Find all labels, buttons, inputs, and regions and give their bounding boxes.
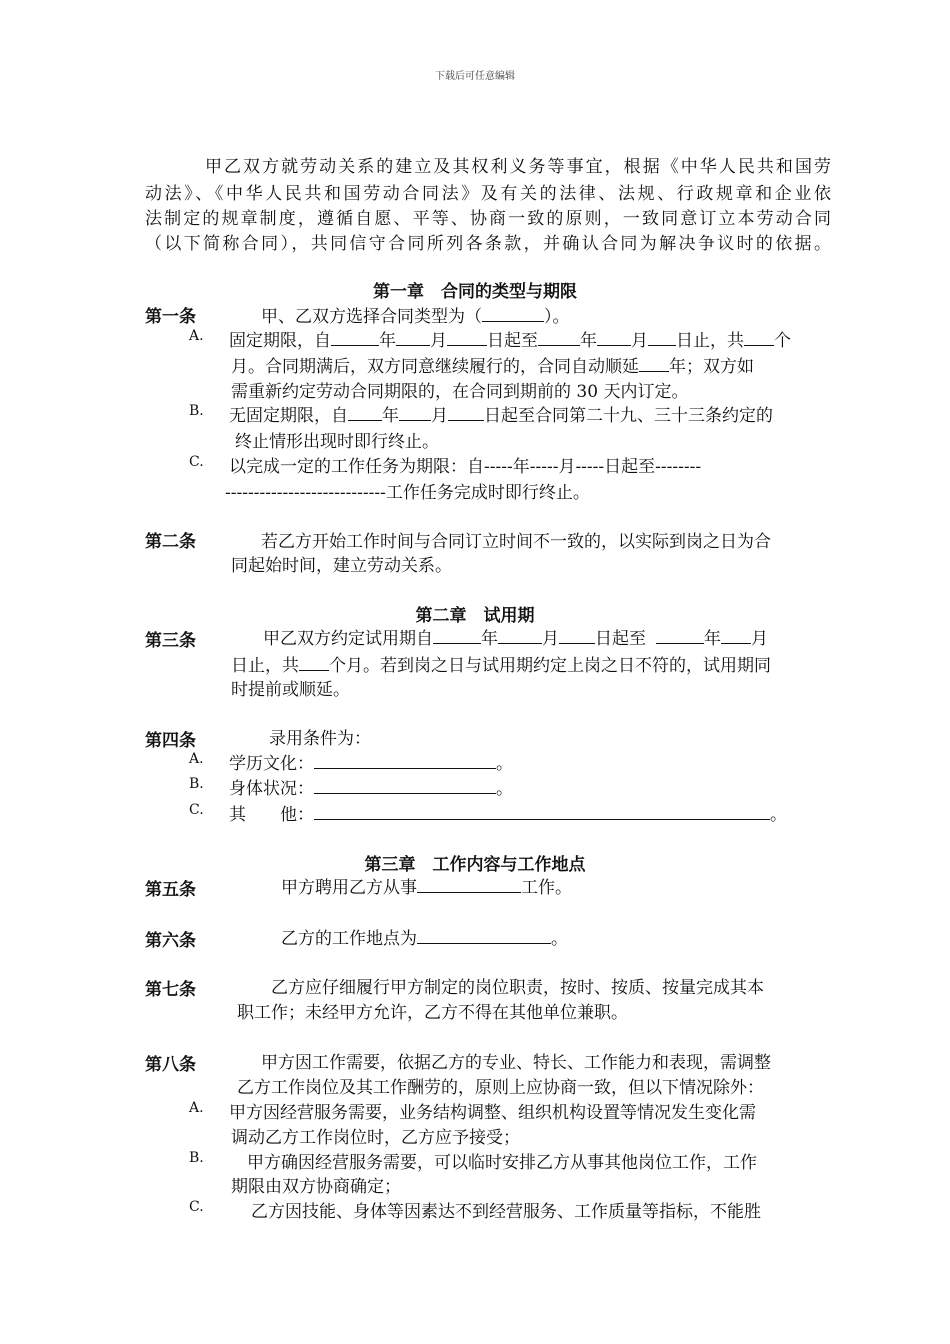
article-8a-line-2: 调动乙方工作岗位时，乙方应予接受； <box>231 1128 520 1148</box>
text-span: 月。合同期满后，双方同意继续履行的，合同自动顺延 <box>231 357 639 377</box>
item-marker: A. <box>189 328 204 344</box>
article-1-text-a: 甲、乙双方选择合同类型为（ <box>261 307 482 327</box>
year-blank <box>538 331 580 346</box>
extend-years-blank <box>639 357 669 372</box>
article-8c-line-1: 乙方因技能、身体等因素达不到经营服务、工作质量等指标，不能胜 <box>251 1202 761 1222</box>
article-6-label: 第六条 <box>145 931 196 951</box>
text-span: 日止，共 <box>676 331 744 351</box>
text-span: 日起至合同第二十九、三十三条约定的 <box>484 406 773 426</box>
article-5-label: 第五条 <box>145 880 196 900</box>
text-span: 日止，共 <box>231 656 299 676</box>
day-blank <box>559 629 595 644</box>
text-span: 固定期限，自 <box>229 331 331 351</box>
chapter-2-title: 第二章 试用期 <box>415 606 535 626</box>
item-1c-line-1: 以完成一定的工作任务为期限：自-----年-----月-----日起至-------- <box>229 457 702 477</box>
text-span: 无固定期限，自 <box>229 406 348 426</box>
year-blank <box>433 629 481 644</box>
day-blank <box>447 331 487 346</box>
article-8-line-1: 甲方因工作需要，依据乙方的专业、特长、工作能力和表现，需调整 <box>261 1053 771 1073</box>
other-field <box>314 805 770 820</box>
item-marker: C. <box>189 454 204 470</box>
item-marker: A. <box>189 1100 204 1116</box>
text-span: 月 <box>631 331 648 351</box>
article-2-label: 第二条 <box>145 532 196 552</box>
article-8a-line-1: 甲方因经营服务需要，业务结构调整、组织机构设置等情况发生变化需 <box>229 1103 756 1123</box>
text-span: 年；双方如 <box>669 357 754 377</box>
other-line <box>229 800 787 825</box>
education-field <box>314 754 496 769</box>
year-blank <box>331 331 379 346</box>
item-marker: C. <box>189 802 204 818</box>
job-field <box>417 878 521 893</box>
text-span: 年 <box>704 629 721 649</box>
text-span: 。 <box>496 754 513 774</box>
text-span: 年 <box>379 331 396 351</box>
article-5-text <box>281 873 572 898</box>
item-1b-line-2: 终止情形出现时即行终止。 <box>235 432 439 452</box>
text-span: 个月。若到岗之日与试用期约定上岗之日不符的，试用期同 <box>329 656 771 676</box>
intro-line-3: 法制定的规章制度，遵循自愿、平等、协商一致的原则，一致同意订立本劳动合同 <box>145 209 831 229</box>
health-field <box>314 779 496 794</box>
article-1-text-b: ）。 <box>544 307 570 327</box>
intro-line-1: 甲乙双方就劳动关系的建立及其权利义务等事宜，根据《中华人民共和国劳 <box>205 157 831 177</box>
text-span: 日起至 <box>595 629 646 649</box>
text-span: 日起至 <box>487 331 538 351</box>
page-header: 下载后可任意编辑 <box>435 71 515 82</box>
item-marker: A. <box>189 751 204 767</box>
month-blank <box>396 331 430 346</box>
item-1b-line-1 <box>229 401 773 426</box>
text-span: 甲乙双方约定试用期自 <box>263 629 433 649</box>
article-3-label: 第三条 <box>145 631 196 651</box>
text-span: 月 <box>430 331 447 351</box>
chapter-3-title: 第三章 工作内容与工作地点 <box>364 855 586 875</box>
article-3-line-2 <box>231 651 771 676</box>
day-blank <box>648 331 676 346</box>
month-blank <box>597 331 631 346</box>
article-7-line-1: 乙方应仔细履行甲方制定的岗位职责，按时、按质、按量完成其本 <box>271 978 764 998</box>
text-span: 。 <box>770 805 787 825</box>
item-1c-line-2: ----------------------------工作任务完成时即行终止。 <box>225 483 590 503</box>
text-span: 个 <box>774 331 791 351</box>
article-2-line-2: 同起始时间，建立劳动关系。 <box>231 556 452 576</box>
text-span: 其 他： <box>229 805 314 825</box>
chapter-1-title: 第一章 合同的类型与期限 <box>373 282 577 302</box>
item-1a-line-3: 需重新约定劳动合同期限的，在合同到期前的 30 天内订定。 <box>231 382 689 402</box>
item-marker: B. <box>189 1150 204 1166</box>
text-span: 月 <box>542 629 559 649</box>
intro-line-4: （以下简称合同），共同信守合同所列各条款，并确认合同为解决争议时的依据。 <box>145 234 831 254</box>
year-blank <box>348 406 382 421</box>
text-span: 。 <box>496 779 513 799</box>
workplace-field <box>417 929 551 944</box>
text-span: 学历文化： <box>229 754 314 774</box>
text-span: 年 <box>580 331 597 351</box>
item-1a-line-1 <box>229 326 791 351</box>
text-span: 月 <box>431 406 448 426</box>
article-4-label: 第四条 <box>145 731 196 751</box>
months-blank <box>299 656 329 671</box>
article-8-line-2: 乙方工作岗位及其工作酬劳的，原则上应协商一致，但以下情况除外： <box>237 1078 764 1098</box>
item-marker: C. <box>189 1199 204 1215</box>
day-blank <box>448 406 484 421</box>
text-span: 年 <box>382 406 399 426</box>
intro-line-2: 动法》、《中华人民共和国劳动合同法》及有关的法律、法规、行政规章和企业依 <box>145 184 831 204</box>
text-span: 乙方的工作地点为 <box>281 929 417 949</box>
article-1-label: 第一条 <box>145 307 196 327</box>
education-line <box>229 749 513 774</box>
article-8b-line-1: 甲方确因经营服务需要，可以临时安排乙方从事其他岗位工作，工作 <box>247 1153 757 1173</box>
text-span: 。 <box>551 929 568 949</box>
month-blank <box>399 406 431 421</box>
month-blank <box>721 629 751 644</box>
article-6-text <box>281 924 568 949</box>
article-2-line-1: 若乙方开始工作时间与合同订立时间不一致的，以实际到岗之日为合 <box>261 532 771 552</box>
article-3-line-1 <box>263 624 768 649</box>
count-blank <box>744 331 774 346</box>
health-line <box>229 774 513 799</box>
month-blank <box>498 629 542 644</box>
text-span: 甲方聘用乙方从事 <box>281 878 417 898</box>
text-span: 身体状况： <box>229 779 314 799</box>
item-marker: B. <box>189 403 204 419</box>
article-8b-line-2: 期限由双方协商确定； <box>231 1177 401 1197</box>
item-1a-line-2 <box>231 352 754 377</box>
item-marker: B. <box>189 776 204 792</box>
year-blank <box>656 629 704 644</box>
text-span: 月 <box>751 629 768 649</box>
text-span: 年 <box>481 629 498 649</box>
text-span: 工作。 <box>521 878 572 898</box>
article-3-line-3: 时提前或顺延。 <box>231 680 350 700</box>
article-4-text: 录用条件为： <box>269 729 371 749</box>
article-8-label: 第八条 <box>145 1055 196 1075</box>
article-7-line-2: 职工作；未经甲方允许，乙方不得在其他单位兼职。 <box>237 1003 628 1023</box>
contract-type-blank <box>482 307 544 322</box>
article-7-label: 第七条 <box>145 980 196 1000</box>
article-1-text <box>261 302 570 327</box>
